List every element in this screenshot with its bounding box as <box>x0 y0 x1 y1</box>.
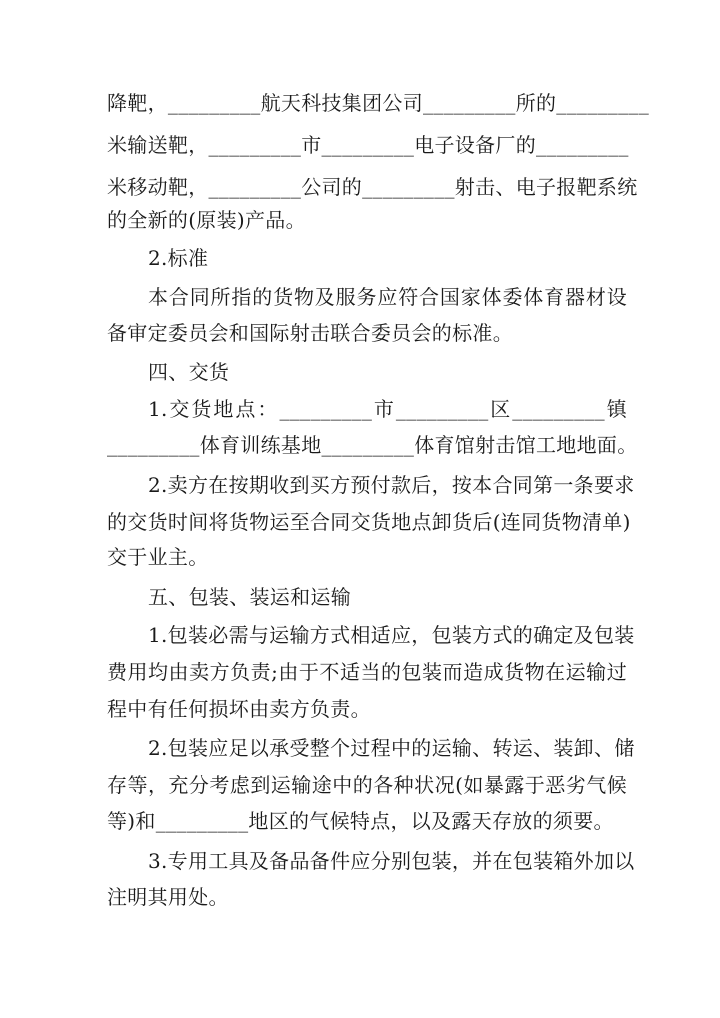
text-line: 注明其用处。 <box>107 885 229 909</box>
text-line: 3.专用工具及备品备件应分别包装，并在包装箱外加以 <box>148 849 635 873</box>
section-heading: 四、交货 <box>148 360 230 384</box>
text-line: 本合同所指的货物及服务应符合国家体委体育器材设 <box>148 285 627 309</box>
text-line: 2.卖方在按期收到买方预付款后，按本合同第一条要求 <box>148 473 635 497</box>
section-heading: 五、包装、装运和运输 <box>148 585 351 609</box>
text-line: _________体育训练基地_________体育馆射击馆工地地面。 <box>107 433 638 457</box>
text-line: 的全新的(原装)产品。 <box>107 208 306 232</box>
text-line: 1.包装必需与运输方式相适应，包装方式的确定及包装 <box>148 623 635 647</box>
section-heading: 2.标准 <box>148 246 209 270</box>
text-line: 费用均由卖方负责;由于不适当的包装而造成货物在运输过 <box>107 660 627 684</box>
text-line: 米输送靶，_________市_________电子设备厂的_________ <box>107 133 629 157</box>
text-line: 交于业主。 <box>107 545 209 569</box>
text-line: 2.包装应足以承受整个过程中的运输、转运、装卸、储 <box>148 736 635 760</box>
text-line: 程中有任何损坏由卖方负责。 <box>107 697 371 721</box>
text-line: 等)和_________地区的气候特点，以及露天存放的须要。 <box>107 809 614 833</box>
text-line: 米移动靶，_________公司的_________射击、电子报靶系统 <box>107 175 638 199</box>
text-line: 备审定委员会和国际射击联合委员会的标准。 <box>107 321 513 345</box>
text-line: 存等，充分考虑到运输途中的各种状况(如暴露于恶劣气候 <box>107 773 627 797</box>
text-line: 降靶，_________航天科技集团公司_________所的_________ <box>107 91 649 115</box>
text-line: 1.交货地点：_________市_________区_________镇 <box>148 397 627 421</box>
text-line: 的交货时间将货物运至合同交货地点卸货后(连同货物清单) <box>107 510 631 534</box>
